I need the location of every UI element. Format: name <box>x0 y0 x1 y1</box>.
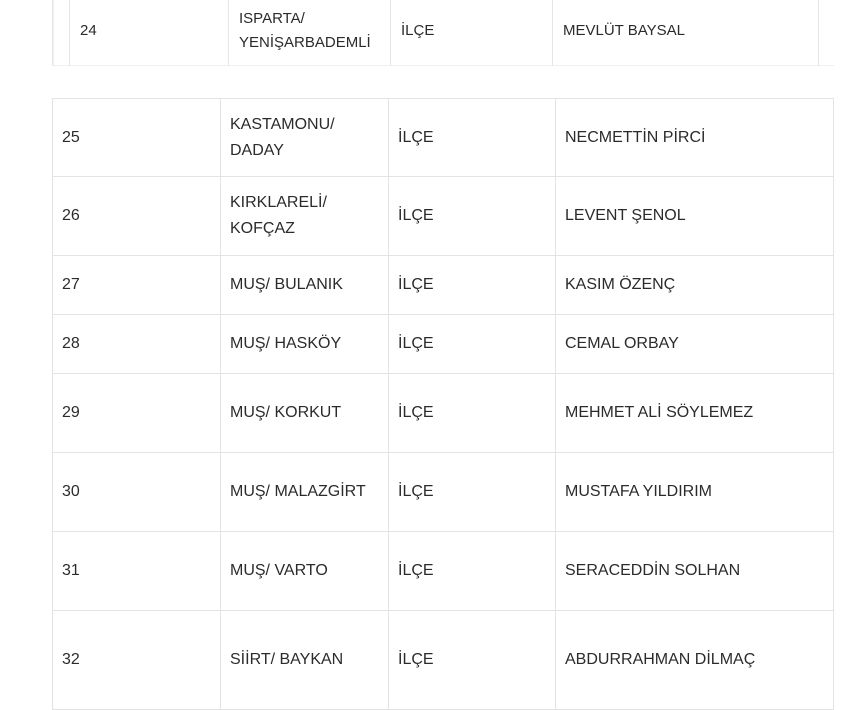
name-cell <box>556 453 833 531</box>
row-number-cell <box>69 0 229 66</box>
place-text <box>230 190 327 242</box>
type-text: İLÇE <box>398 207 434 224</box>
place-line-1: KASTAMONU/ <box>230 115 335 133</box>
place-text: MUŞ/ BULANIK <box>230 276 343 293</box>
place-text <box>230 112 335 164</box>
place-text: MUŞ/ HASKÖY <box>230 335 342 352</box>
table-row <box>53 177 833 256</box>
place-cell <box>229 0 391 66</box>
table-row <box>53 611 833 710</box>
row-number-cell <box>53 532 221 610</box>
name-text: KASIM ÖZENÇ <box>565 276 676 293</box>
row-number: 28 <box>62 335 80 352</box>
row-number: 25 <box>62 128 80 146</box>
row-number: 29 <box>62 404 80 421</box>
place-cell <box>221 374 389 452</box>
name-text: NECMETTİN PİRCİ <box>565 128 706 146</box>
type-cell <box>389 453 556 531</box>
name-cell <box>556 611 833 709</box>
name-cell <box>556 99 833 176</box>
type-text: İLÇE <box>398 483 434 500</box>
type-cell <box>389 177 556 255</box>
place-text: SİİRT/ BAYKAN <box>230 651 344 668</box>
place-cell <box>221 99 389 176</box>
row-number: 27 <box>62 276 80 293</box>
name-text: MUSTAFA YILDIRIM <box>565 483 712 500</box>
place-cell <box>221 532 389 610</box>
name-text: MEHMET ALİ SÖYLEMEZ <box>565 404 754 421</box>
row-number: 32 <box>62 651 80 668</box>
name-text: MEVLÜT BAYSAL <box>563 22 685 39</box>
name-cell <box>553 0 819 66</box>
place-cell <box>221 611 389 709</box>
place-cell <box>221 453 389 531</box>
table-fragment-top <box>52 0 834 66</box>
place-line-1: KIRKLARELİ/ <box>230 194 327 211</box>
type-text: İLÇE <box>398 562 434 579</box>
place-cell <box>221 177 389 255</box>
table-row <box>53 532 833 611</box>
name-text: LEVENT ŞENOL <box>565 207 686 224</box>
place-line-2: YENİŞARBADEMLİ <box>239 34 371 51</box>
name-text: ABDURRAHMAN DİLMAÇ <box>565 651 756 668</box>
place-line-2: KOFÇAZ <box>230 220 295 237</box>
type-cell <box>389 374 556 452</box>
name-cell <box>556 256 833 314</box>
row-number-cell <box>53 453 221 531</box>
type-text: İLÇE <box>398 404 434 421</box>
type-cell <box>389 611 556 709</box>
row-number: 30 <box>62 483 80 500</box>
name-text: SERACEDDİN SOLHAN <box>565 562 741 579</box>
name-cell <box>556 532 833 610</box>
table-fragment-frame <box>52 0 834 66</box>
row-number-cell <box>53 374 221 452</box>
table-row <box>53 256 833 315</box>
type-cell <box>389 256 556 314</box>
row-number-cell <box>53 177 221 255</box>
name-cell <box>556 374 833 452</box>
table-row <box>53 99 833 177</box>
type-text: İLÇE <box>398 651 434 668</box>
place-line-2: DADAY <box>230 141 284 159</box>
row-number: 31 <box>62 562 80 579</box>
row-number-cell <box>53 99 221 176</box>
place-cell <box>221 256 389 314</box>
place-text <box>239 7 390 55</box>
place-line-1: ISPARTA/ <box>239 10 305 27</box>
table-row <box>53 453 833 532</box>
place-cell <box>221 315 389 373</box>
type-text: İLÇE <box>398 128 434 146</box>
name-cell <box>556 177 833 255</box>
type-text: İLÇE <box>398 276 434 293</box>
row-number: 24 <box>80 22 97 39</box>
row-number-cell <box>53 611 221 709</box>
name-text: CEMAL ORBAY <box>565 335 679 352</box>
place-text: MUŞ/ MALAZGİRT <box>230 483 366 500</box>
type-text: İLÇE <box>401 22 435 39</box>
row-number-cell <box>53 315 221 373</box>
row-number: 26 <box>62 207 80 224</box>
name-cell <box>556 315 833 373</box>
type-cell <box>389 315 556 373</box>
table-row <box>53 315 833 374</box>
type-cell <box>389 99 556 176</box>
type-cell <box>389 532 556 610</box>
type-text: İLÇE <box>398 335 434 352</box>
table-row <box>53 374 833 453</box>
table-row <box>69 0 829 66</box>
row-number-cell <box>53 256 221 314</box>
type-cell <box>391 0 553 66</box>
place-text: MUŞ/ KORKUT <box>230 404 342 421</box>
results-table <box>52 98 834 710</box>
place-text: MUŞ/ VARTO <box>230 562 328 579</box>
